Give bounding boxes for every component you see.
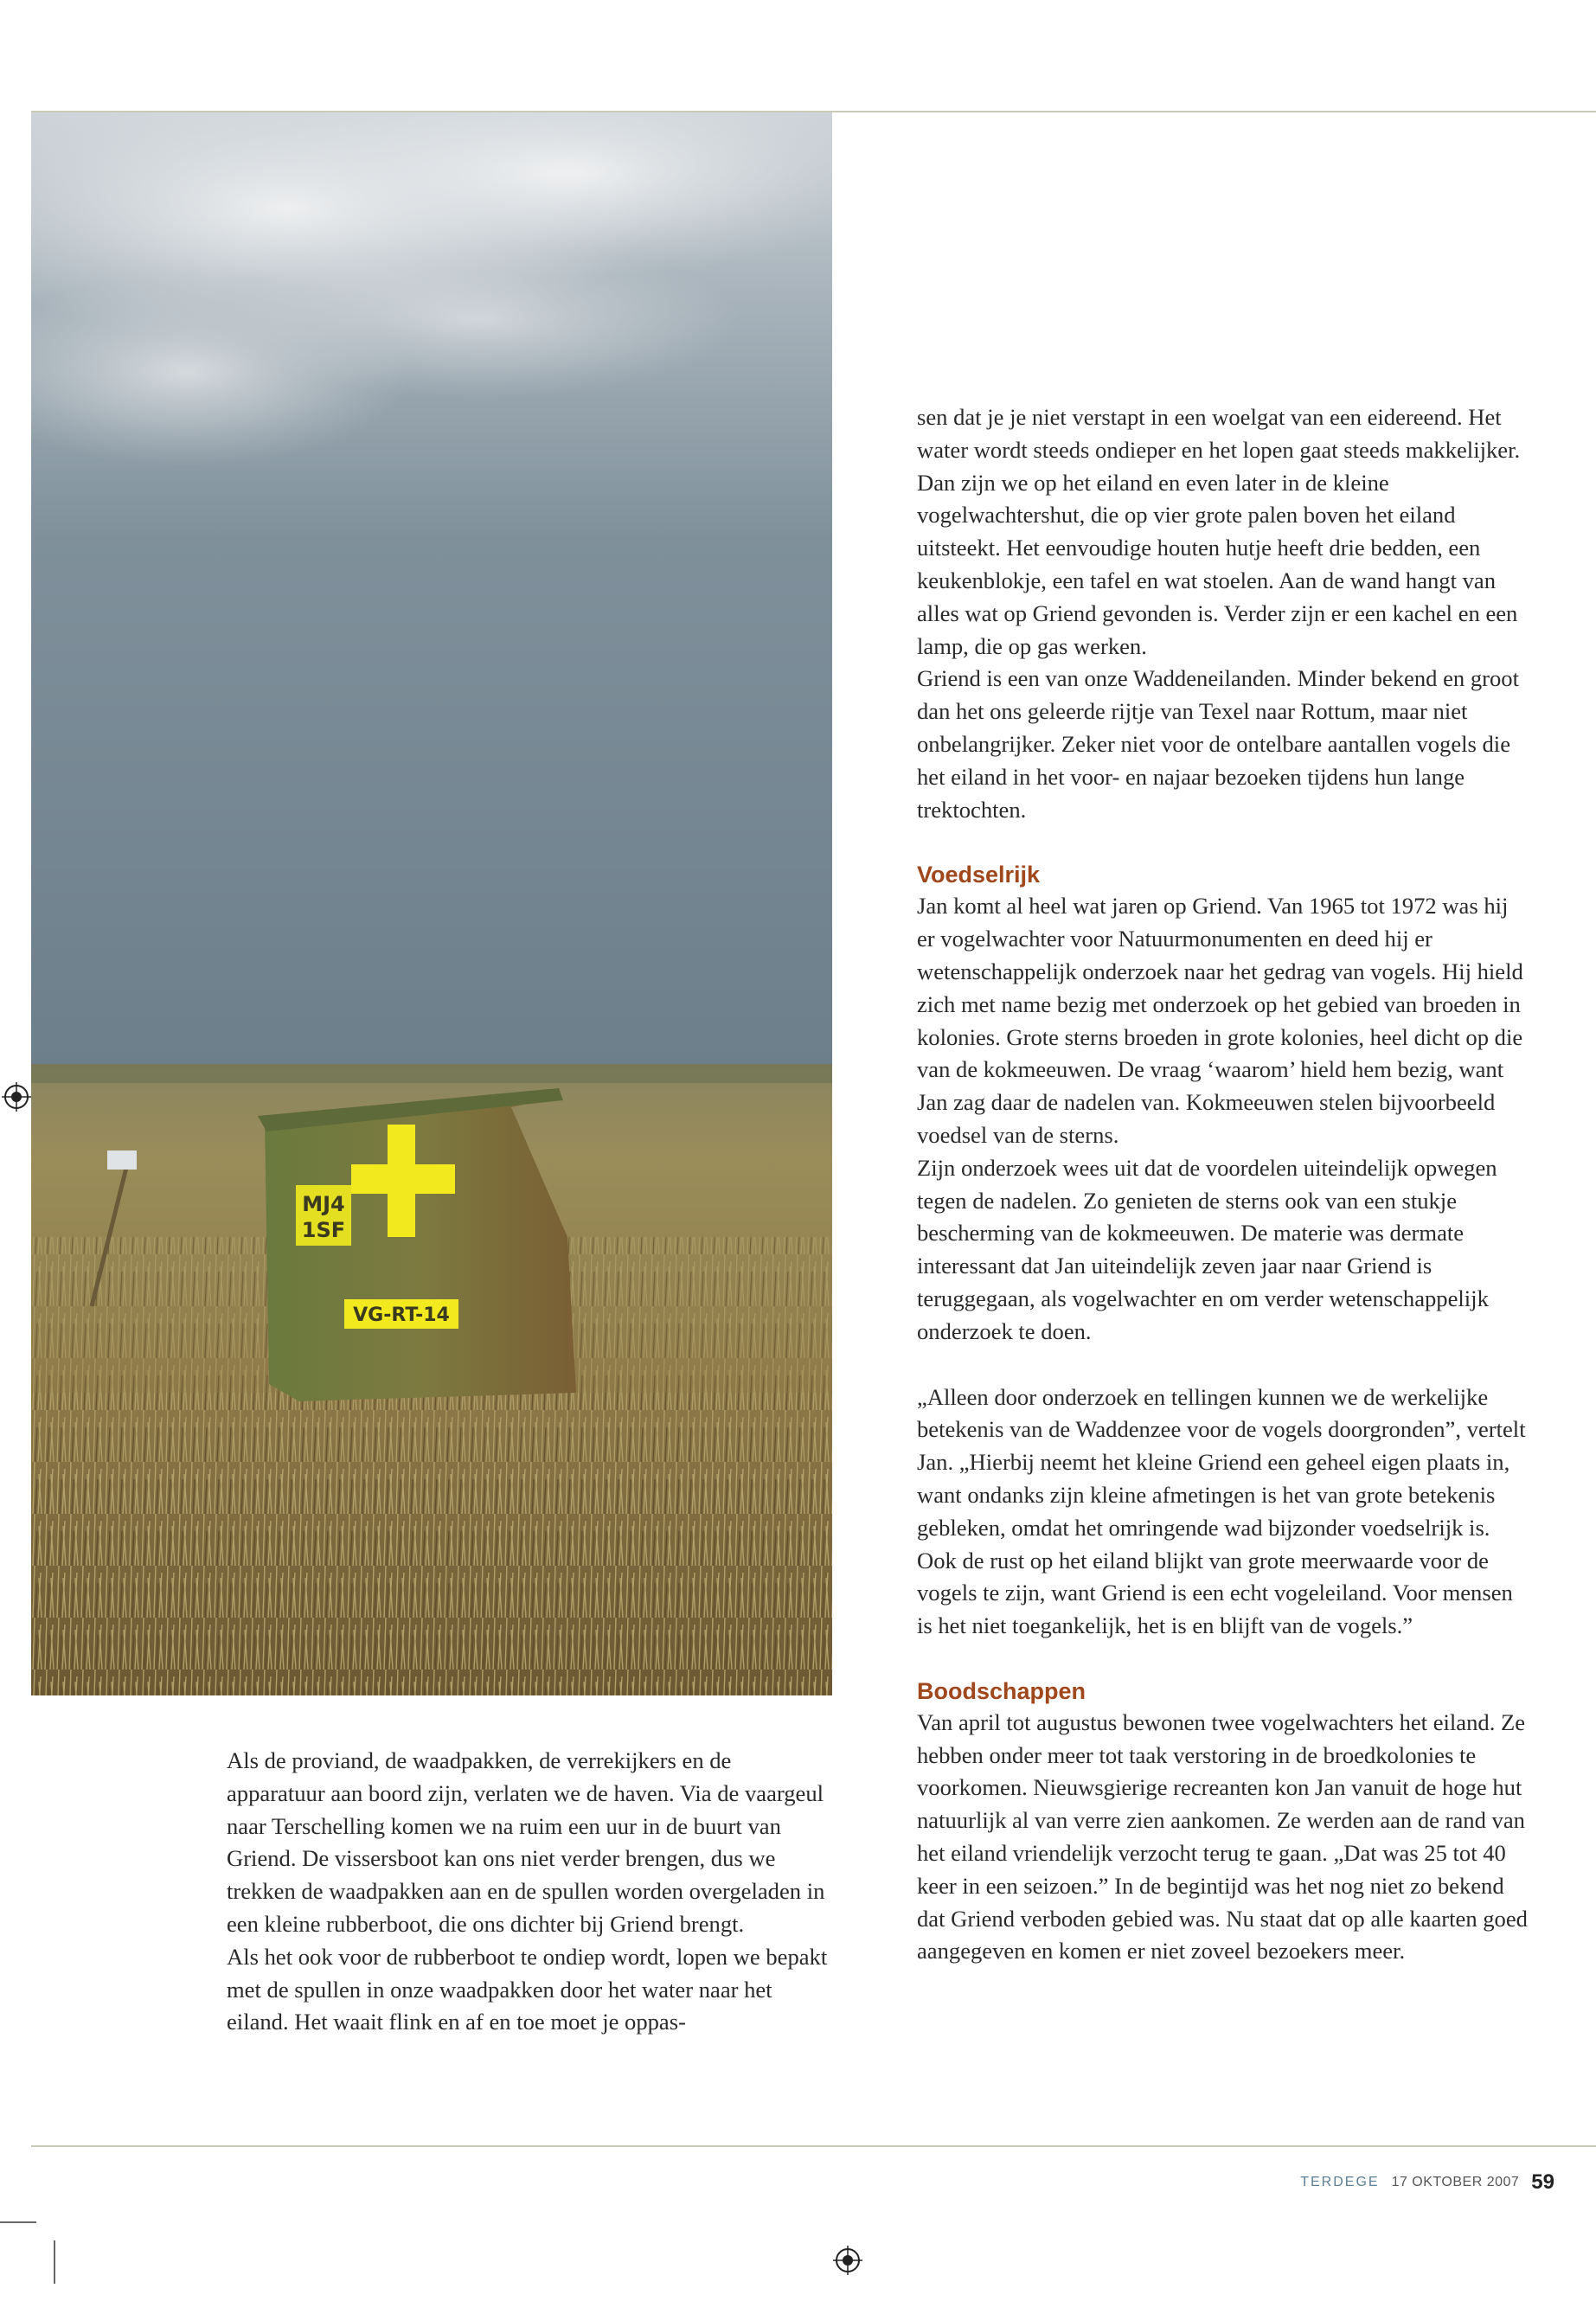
magazine-name: TERDEGE [1300, 2175, 1380, 2189]
registration-mark-icon [2, 1082, 31, 1112]
section-paragraph: Van april tot augustus bewonen twee vogelwachters het eiland. Ze hebben onder meer tot taak verstoring in de broedkolonies te voorkomen. Nieuwsgierige recreanten kon Jan vanuit de hoge hut natuurlijk al van verre zien aankomen. Ze werden aan de rand van het eiland vriendelijk verzocht terug te gaan. „Dat was 25 tot 40 keer in een seizoen.” In de begintijd was het nog niet zo bekend dat Griend verboden gebied was. Nu staat dat op alle kaarten goed aangegeven en komen er niet zoveel bezoekers meer. [917, 1708, 1528, 1965]
intro-paragraph: sen dat je je niet verstapt in een woelgat van een eidereend. Het water wordt steeds ondieper en het lopen gaat steeds makkelijker. Dan zijn we op het eiland en even later in de kleine vogelwachtershut, die op vier grote palen boven het eiland uitsteekt. Het eenvoudige houten hutje heeft drie bedden, een keukenblokje, een tafel en wat stoelen. Aan de wand hangt van alles wat op Griend gevonden is. Verder zijn er een kachel en een lamp, die op gas werken. [917, 404, 1521, 659]
crop-mark [54, 2240, 55, 2284]
page-footer [1300, 2170, 1554, 2195]
left-paragraph: Als de proviand, de waadpakken, de verrekijkers en de apparatuur aan boord zijn, verlaten we de haven. Via de vaargeul naar Terschelling komen we na ruim een uur in de buurt van Griend. De vissersboot kan ons niet verder brengen, dus we trekken de waadpakken aan en de spullen worden overgeladen in een kleine rubberboot, die ons dichter bij Griend brengt. [227, 1747, 825, 1937]
bottom-rule [31, 2145, 1596, 2147]
intro-paragraph: Griend is een van onze Waddeneilanden. Minder bekend en groot dan het ons geleerde rijtje van Texel naar Rottum, maar niet onbelangrijker. Zeker niet voor de ontelbare aantallen vogels die het eiland in het voor- en najaar bezoeken tijdens hun lange trektochten. [917, 665, 1519, 823]
section-heading-voedselrijk: Voedselrijk [917, 862, 1041, 888]
section-paragraph: Zijn onderzoek wees uit dat de voordelen uiteindelijk opwegen tegen de nadelen. Zo genieten de sterns ook van een stukje bescherming van de kokmeeuwen. De materie was dermate interessant dat Jan uiteindelijk zeven jaar naar Griend is teruggegaan, als vogelwachter en om verder wetenschappelijk onderzoek te doen. [917, 1154, 1497, 1344]
issue-date: 17 OKTOBER 2007 [1391, 2175, 1520, 2189]
section-paragraph: Jan komt al heel wat jaren op Griend. Van 1965 tot 1972 was hij er vogelwachter voor Natuurmonumenten en deed hij er wetenschappelijk onderzoek naar het gedrag van vogels. Hij hield zich met name bezig met onderzoek op het gebied van broeden in kolonies. Grote sterns broeden in grote kolonies, heel dicht op die van de kokmeeuwen. De vraag ‘waarom’ hield hem bezig, want Jan zag daar de nadelen van. Kokmeeuwen stelen bijvoorbeeld voedsel van de sterns. [917, 893, 1523, 1148]
right-column [917, 401, 1531, 1968]
left-column [227, 1745, 832, 2039]
post-label-mid: 1SF [301, 1218, 346, 1242]
left-paragraph: Als het ook voor de rubberboot te ondiep wordt, lopen we bepakt met de spullen in onze waadpakken door het water naar het eiland. Het waait flink en af en toe moet je oppas- [227, 1943, 828, 2035]
section-heading-boodschappen: Boodschappen [917, 1677, 1086, 1704]
crop-mark [0, 2221, 36, 2223]
quote-paragraph: „Alleen door onderzoek en tellingen kunnen we de werkelijke betekenis van de Waddenzee voor de vogels doorgronden”, vertelt Jan. „Hierbij neemt het kleine Griend een geheel eigen plaats in, want ondanks zijn kleine afmetingen is het van grote betekenis gebleken, omdat het omringende wad bijzonder voedselrijk is. Ook de rust op het eiland blijkt van grote meerwaarde voor de vogels te zijn, want Griend is een echt vogeleiland. Voor mensen is het niet toegankelijk, het is en blijft van de vogels.” [917, 1383, 1526, 1639]
registration-mark-icon [833, 2246, 862, 2275]
post-label-top: MJ4 [302, 1192, 345, 1216]
photo-marker-post [31, 112, 832, 1695]
post-label-bottom: VG-RT-14 [353, 1304, 450, 1326]
page-number: 59 [1531, 2170, 1554, 2194]
small-sign [107, 1150, 137, 1170]
